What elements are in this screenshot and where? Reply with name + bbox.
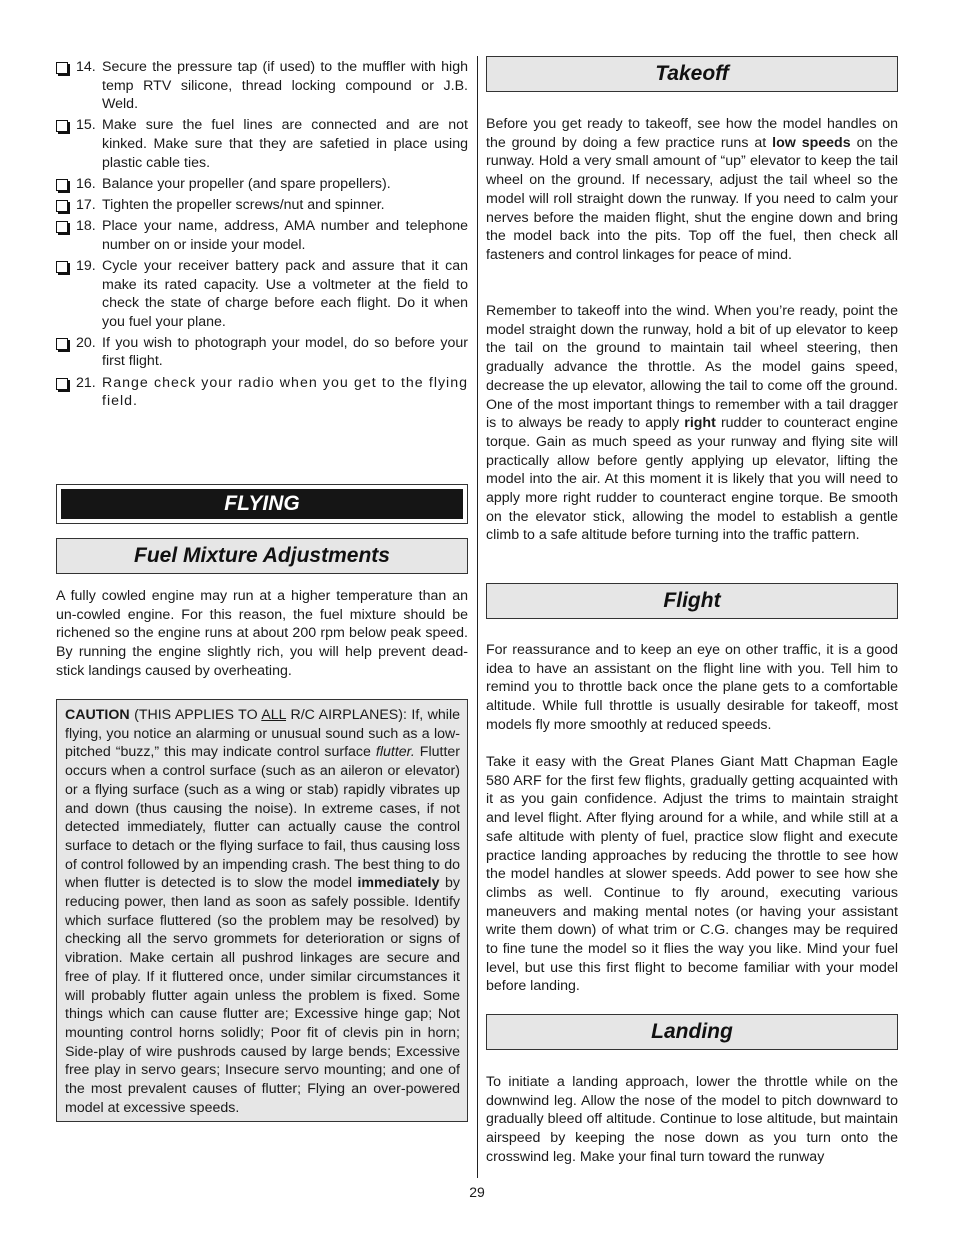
caution-box xyxy=(56,699,468,1122)
checklist-item-20 xyxy=(56,334,468,371)
item-text: Make sure the fuel lines are connected and are not kinked. Make sure that they are safetied in place using plastic cable ties. xyxy=(102,117,468,171)
checkbox-icon[interactable] xyxy=(56,62,68,74)
left-column xyxy=(56,58,468,1116)
checkbox-icon[interactable] xyxy=(56,179,68,191)
takeoff-p2-a: Remember to takeoff into the wind. When you’re ready, point the model straight down the runway, hold a bit of up elevator to keep the tail on the ground to maintain tail wheel steering, then gradually advance the throttle. As the model gains speed, decrease the up elevator, allowing the tail to come off the ground. One of the most important things to remember with a tail dragger is to always be ready to apply xyxy=(486,303,898,432)
flying-banner xyxy=(56,484,468,524)
checklist-item-14 xyxy=(56,58,468,114)
item-number: 21. xyxy=(76,374,96,391)
item-number: 14. xyxy=(76,59,96,75)
checklist-item-19 xyxy=(56,257,468,331)
item-text: Balance your propeller (and spare propellers). xyxy=(102,175,391,192)
takeoff-paragraph-2 xyxy=(486,302,898,545)
checkbox-icon[interactable] xyxy=(56,200,68,212)
item-text: Place your name, address, AMA number and telephone number on or inside your model. xyxy=(102,218,468,253)
item-number: 19. xyxy=(76,257,96,274)
landing-paragraph-1: To initiate a landing approach, lower the throttle while on the downwind leg. Allow the nose of the model to pitch downward to gradually bleed off altitude. Continue to lose altitude, but maintain airspeed by keeping the nose down as you turn onto the crosswind leg. Make your final turn toward the runway xyxy=(486,1074,898,1165)
flying-title: FLYING xyxy=(224,492,300,515)
flying-banner-inner xyxy=(61,489,463,519)
item-text: If you wish to photograph your model, do so before your first flight. xyxy=(102,334,468,370)
item-number: 18. xyxy=(76,218,96,235)
flight-title: Flight xyxy=(663,589,721,612)
takeoff-p2-bold: right xyxy=(684,415,716,432)
takeoff-p1-bold: low speeds xyxy=(772,134,851,151)
checkbox-icon[interactable] xyxy=(56,261,68,273)
page-number: 29 xyxy=(469,1184,485,1200)
item-number: 15. xyxy=(76,117,96,134)
landing-header xyxy=(486,1014,898,1050)
item-text: Tighten the propeller screws/nut and spinner. xyxy=(102,196,385,213)
item-text: Range check your radio when you get to the flying field. xyxy=(102,374,468,410)
takeoff-p2-c: rudder to counteract engine torque. Gain as much speed as your runway and flying site will practically allow before gently applying up elevator, lifting the model into the air. At this moment it is likely that you will need to apply more right rudder to counteract engine torque. Be smooth on the elevator stick, allowing the model to establish a gentle climb to a safe altitude before turning into the traffic pattern. xyxy=(486,415,898,544)
fuel-mixture-text: A fully cowled engine may run at a higher temperature than an un-cowled engine. For this reason, the fuel mixture should be richened so the engine runs at about 200 rpm below peak speed. By running the engine slightly rich, you will help prevent dead-stick landings caused by overheating. xyxy=(56,588,468,679)
landing-title: Landing xyxy=(651,1020,733,1043)
flight-paragraph-1: For reassurance and to keep an eye on other traffic, it is a good idea to have an assistant on the flight line with you. Tell him to remind you to throttle back once the plane gets to a comfortable altitude. While full throttle is usually desirable for takeoff, most models fly more smoothly at reduced speeds. xyxy=(486,642,898,733)
item-number: 17. xyxy=(76,196,96,213)
checkbox-icon[interactable] xyxy=(56,338,68,350)
takeoff-p1-c: on the runway. Hold a very small amount of “up” elevator to keep the tail wheel on the ground. If necessary, adjust the tail wheel so the model will roll straight down the runway. If you need to calm your nerves before the maiden flight, shut the engine down and bring the model back into the pits. Top off the fuel, then check all fasteners and control linkages for peace of mind. xyxy=(486,134,899,263)
caution-flutter: flutter. xyxy=(375,744,415,761)
takeoff-title: Takeoff xyxy=(655,62,729,85)
checklist xyxy=(56,58,468,411)
takeoff-header xyxy=(486,56,898,92)
takeoff-paragraph-1 xyxy=(486,115,898,265)
caution-text-1: (THIS APPLIES TO xyxy=(129,707,262,723)
column-divider xyxy=(477,56,478,1178)
caution-text-3: Flutter occurs when a control surface (such as an aileron or elevator) or a flying surface (such as a wing or stab) rapidly vibrates up and down (thus causing the noise). In extreme cases, if not detected immediately, flutter can actually cause the control surface to detach or the flying surface to fail, thus causing loss of control followed by an impending crash. The best thing to do when flutter is detected is to slow the model xyxy=(65,744,461,892)
takeoff-p1-a: Before you get ready to takeoff, see how the model handles on the ground by doing a few practice runs at xyxy=(486,116,898,151)
flight-header xyxy=(486,583,898,619)
caution-text-4: by reducing power, then land as soon as safely possible. Identify which surface fluttered (so the problem may be resolved) by checking all the servo grommets for deterioration or signs of vibration. Make certain all pushrod linkages are secure and free of play. If it fluttered once, under similar circumstances it will probably flutter again unless the problem is fixed. Some things which can cause flutter are; Excessive hinge gap; Not mounting control horns solidly; Poor fit of clevis pin in horn; Side-play of wire pushrods caused by large bends; Excessive free play in servo gears; Insecure servo mounting; and one of the most prevalent causes of flutter; Flying an over-powered model at excessive speeds. xyxy=(65,875,460,1116)
fuel-mixture-title: Fuel Mixture Adjustments xyxy=(134,544,390,567)
flight-paragraph-2: Take it easy with the Great Planes Giant Matt Chapman Eagle 580 ARF for the first few flights, gradually getting acquainted with it as you gain confidence. Adjust the trims to maintain straight and level flight. After flying around for a while, and while still at a safe altitude with plenty of fuel, practice slow flight and execute practice landing approaches by reducing the throttle to see how the model handles at slower speeds. Add power to see how she climbs as well. Continue to fly around, executing various maneuvers and making mental notes (or having your assistant write them down) of what trim or C.G. changes may be required to fine tune the model so it flies the way you like. Mind your fuel level, but use this first flight to become familiar with your model before landing. xyxy=(486,754,898,995)
caution-text-2: R/C AIRPLANES): If, while flying, you notice an alarming or unusual sound such as a low-pitched “buzz,” this may indicate control surface xyxy=(65,707,460,761)
fuel-mixture-header xyxy=(56,538,468,574)
checklist-item-16 xyxy=(56,175,468,194)
item-number: 20. xyxy=(76,334,96,351)
caution-all: ALL xyxy=(261,707,287,723)
checkbox-icon[interactable] xyxy=(56,221,68,233)
item-number: 16. xyxy=(76,175,96,192)
checkbox-icon[interactable] xyxy=(56,120,68,132)
checklist-item-15 xyxy=(56,116,468,172)
checkbox-icon[interactable] xyxy=(56,378,68,390)
caution-immediately: immediately xyxy=(357,875,440,892)
item-text: Secure the pressure tap (if used) to the muffler with high temp RTV silicone, thread locking compound or J.B. Weld. xyxy=(102,59,468,113)
item-text: Cycle your receiver battery pack and assure that it can make its rated capacity. Use a voltmeter at the field to check the state of charge before each flight. Do it when you fuel your plane. xyxy=(102,257,468,330)
checklist-item-17 xyxy=(56,196,468,215)
checklist-item-18 xyxy=(56,217,468,254)
caution-label: CAUTION xyxy=(65,707,130,723)
checklist-item-21 xyxy=(56,374,468,411)
